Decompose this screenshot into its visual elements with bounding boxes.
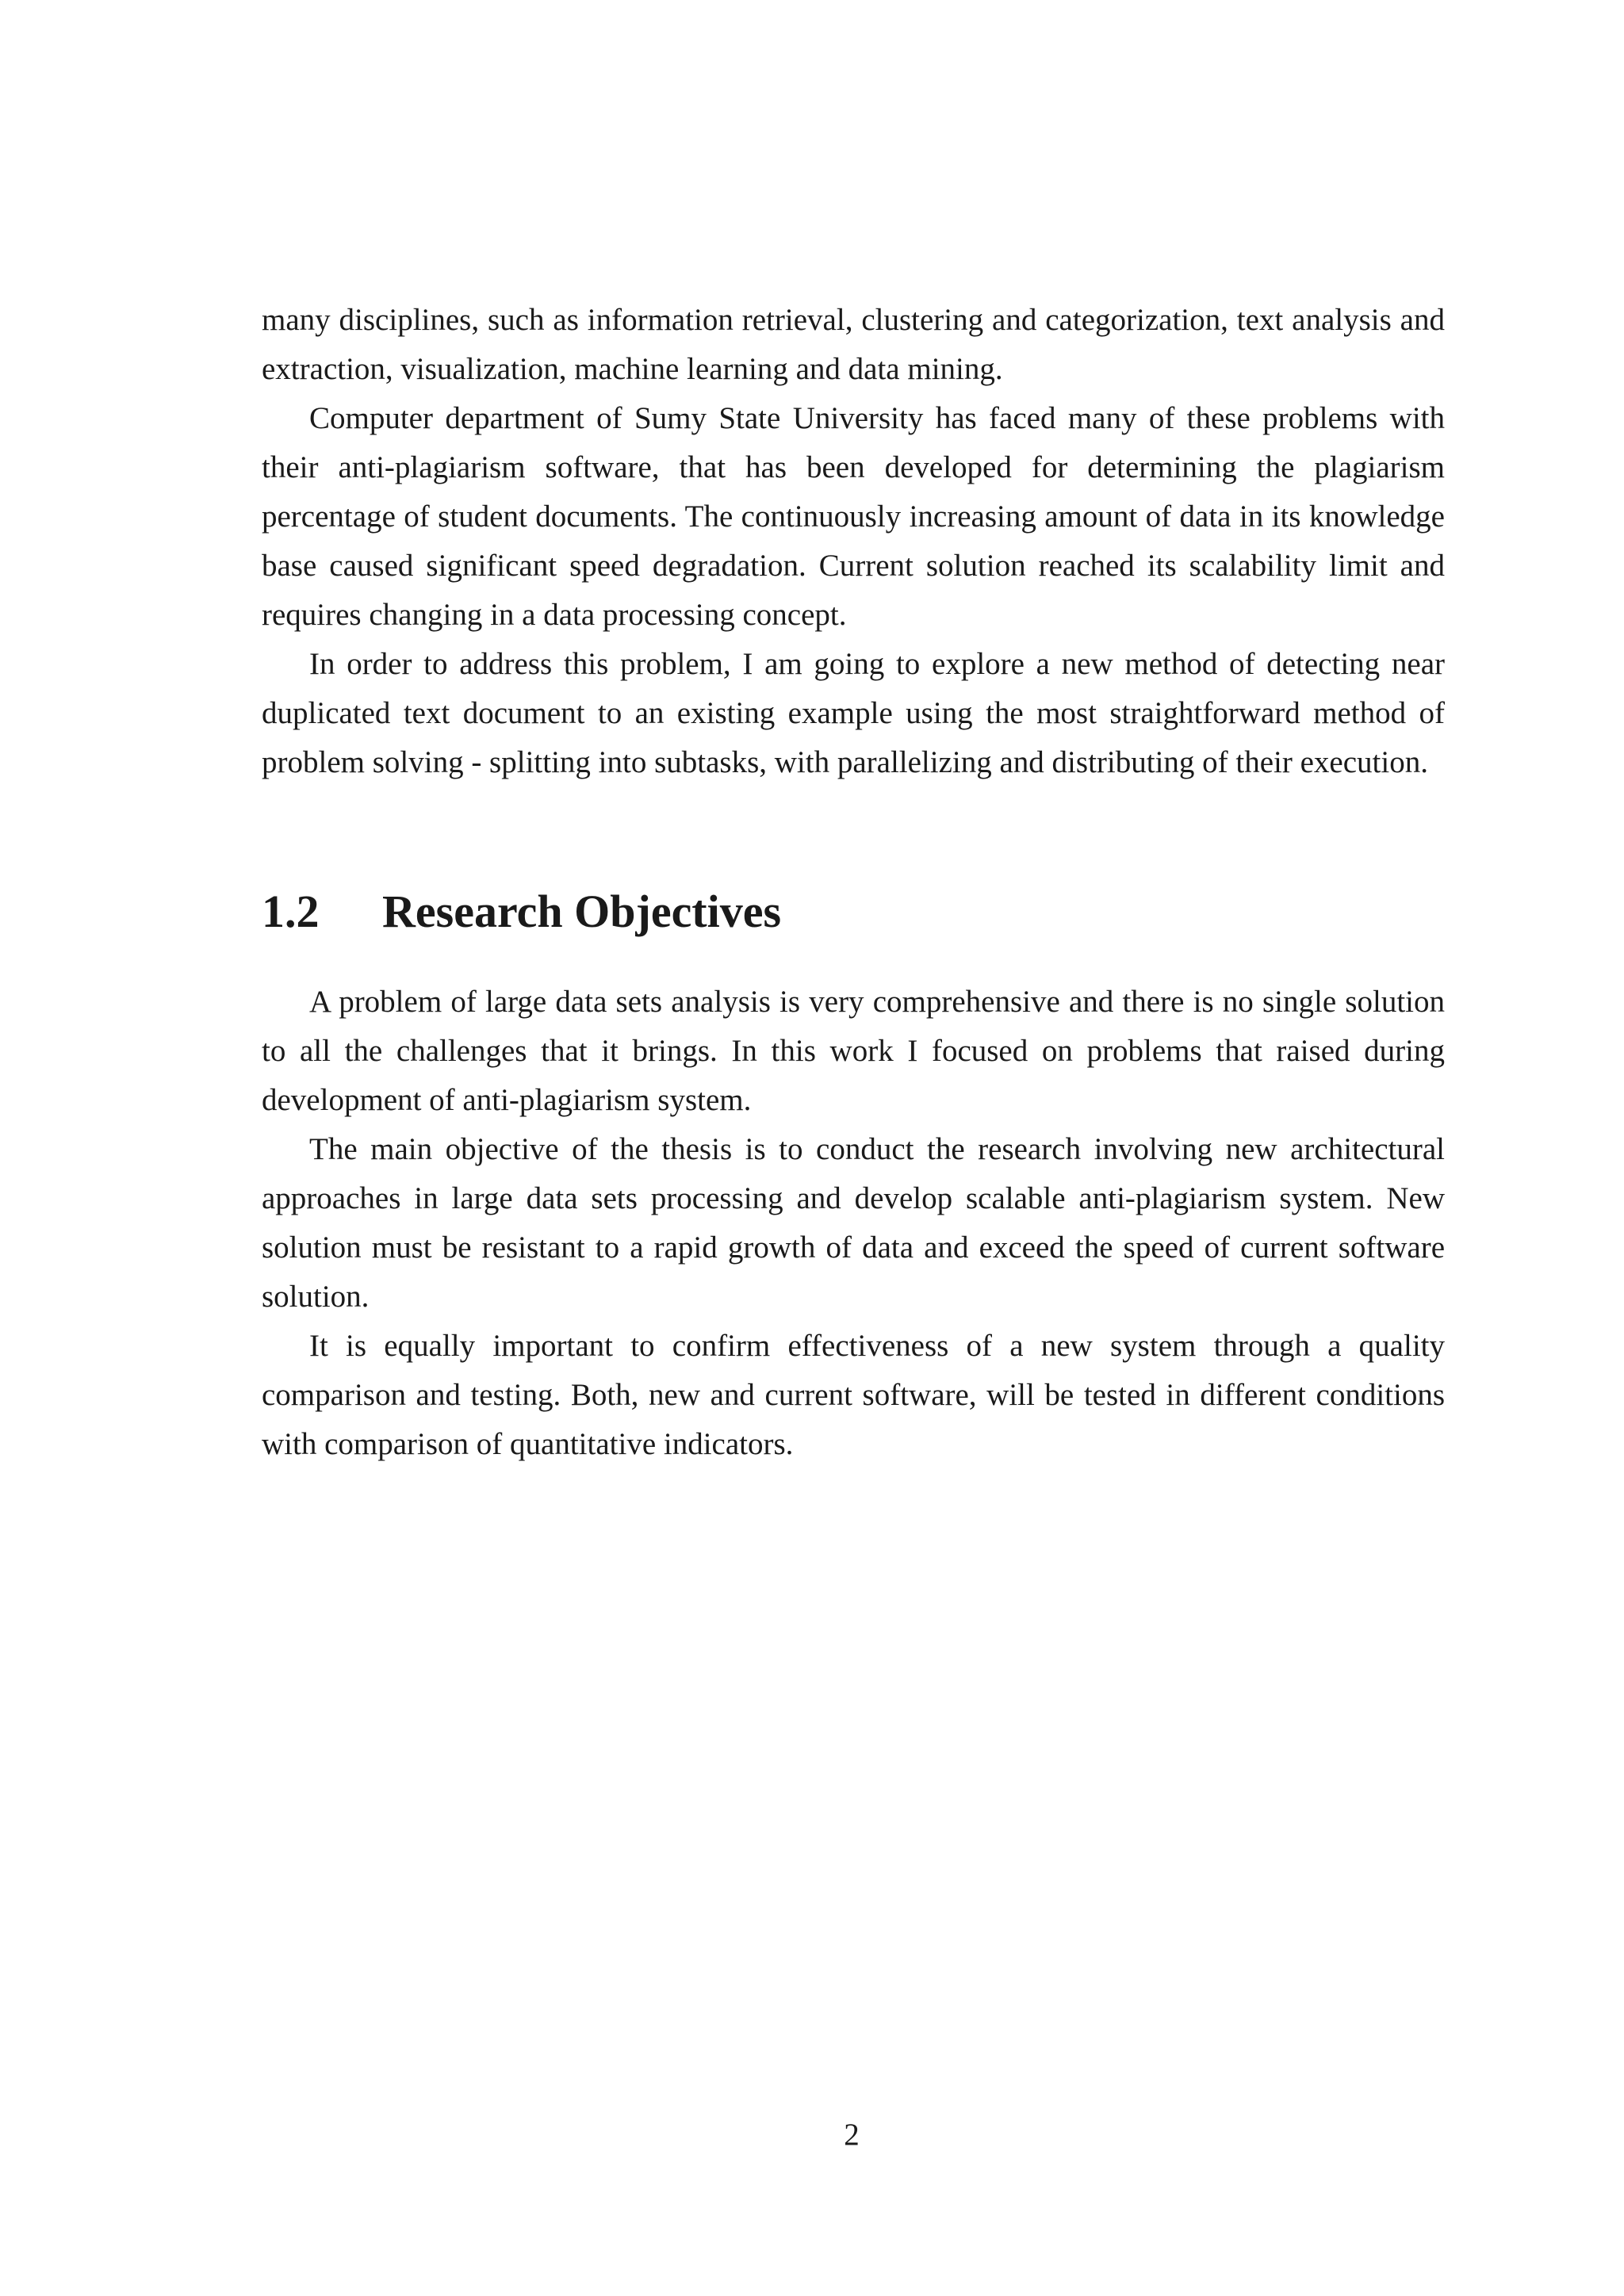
page-number: 2 [844, 2118, 860, 2152]
paragraph-continued: many disciplines, such as information retrieval, clustering and categorization, text analysis and extraction, visualization, machine learning and data mining. [262, 303, 1445, 386]
research-objectives-body [262, 978, 1445, 1469]
section-title: Research Objectives [382, 886, 782, 937]
section-heading [262, 880, 1445, 943]
paragraph-address-problem: In order to address this problem, I am going to explore a new method of detecting near duplicated text document to an existing example using the most straightforward method of problem solving - splitting into subtasks, with parallelizing and distributing of their execution. [262, 647, 1445, 779]
paragraph-large-data-sets: A problem of large data sets analysis is very comprehensive and there is no single solution to all the challenges that it brings. In this work I focused on problems that raised during development of anti-plagiarism system. [262, 985, 1445, 1117]
introduction-continuation [262, 296, 1445, 787]
section-number: 1.2 [262, 886, 320, 937]
paragraph-main-objective: The main objective of the thesis is to conduct the research involving new architectural approaches in large data sets processing and develop scalable anti-plagiarism system. New solution must be resistant to a rapid growth of data and exceed the speed of current software solution. [262, 1132, 1445, 1314]
paragraph-sumy-department: Computer department of Sumy State University has faced many of these problems with their anti-plagiarism software, that has been developed for determining the plagiarism percentage of student documents. The continuously increasing amount of data in its knowledge base caused significant speed degradation. Current solution reached its scalability limit and requires changing in a data processing concept. [262, 401, 1445, 632]
paragraph-effectiveness: It is equally important to confirm effectiveness of a new system through a quality comparison and testing. Both, new and current software, will be tested in different conditions with comparison of quantitative indicators. [262, 1329, 1445, 1461]
